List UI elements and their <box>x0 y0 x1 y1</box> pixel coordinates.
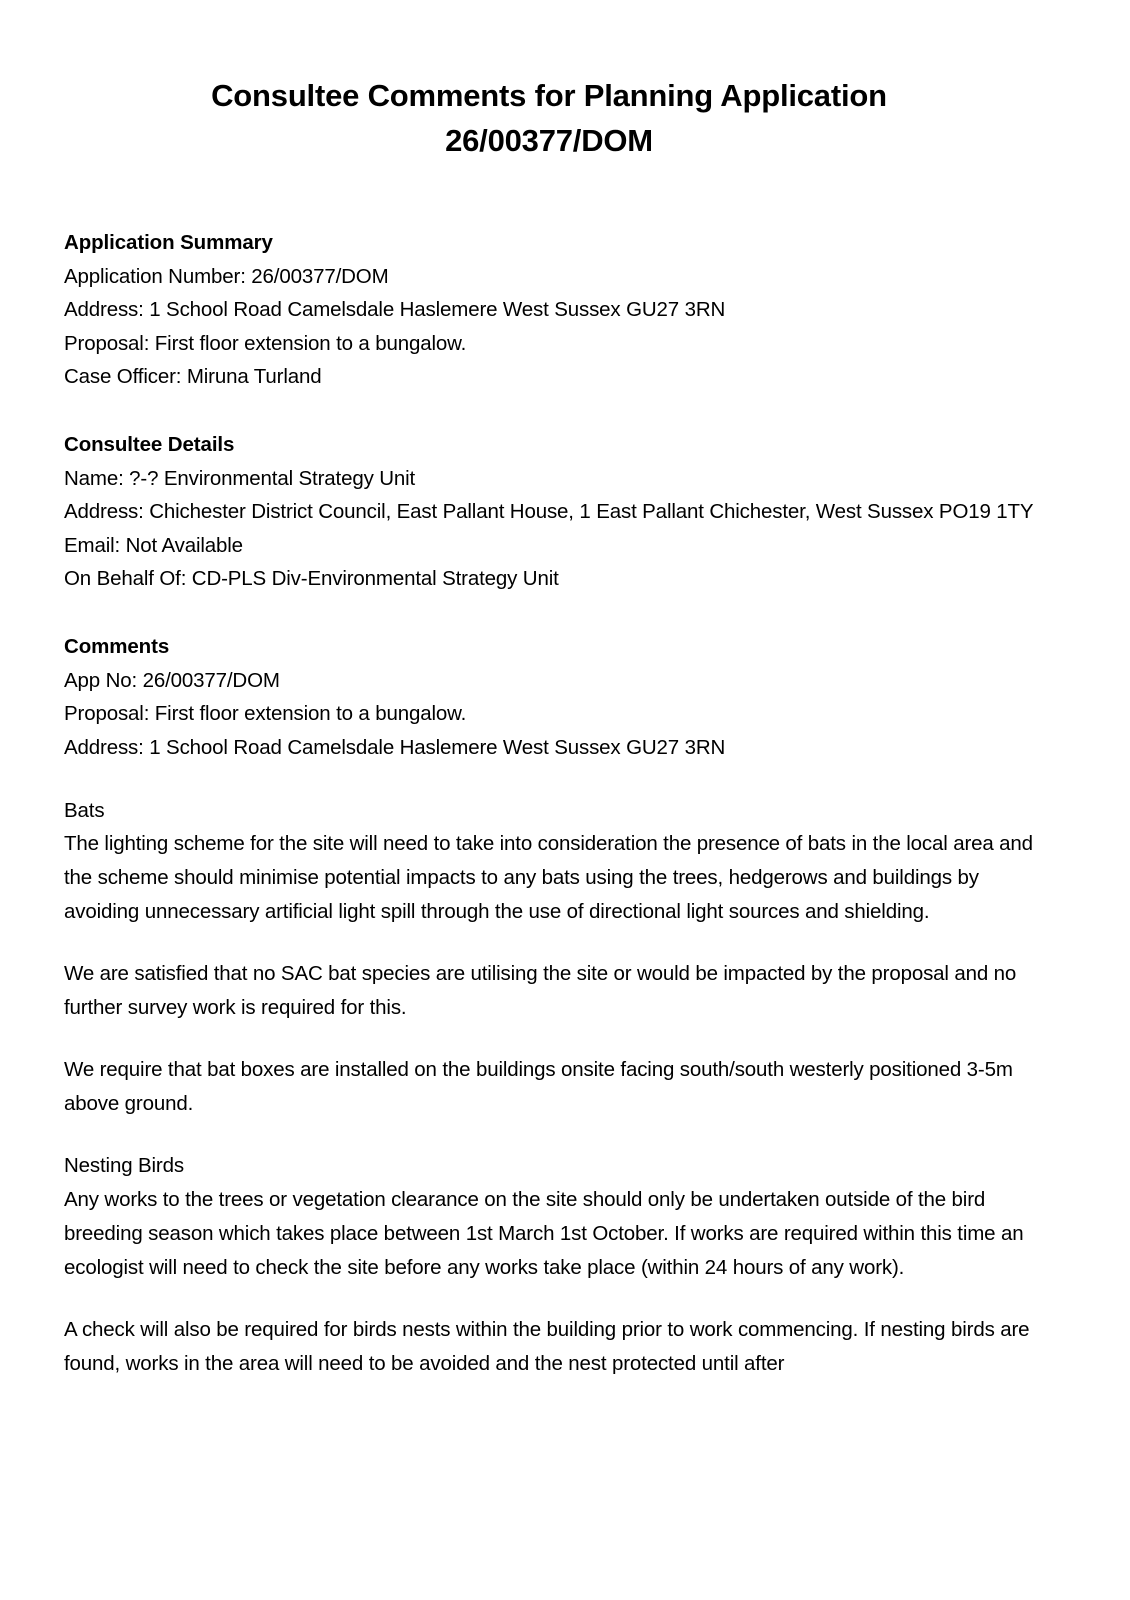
comments-body <box>64 794 1034 1381</box>
nesting-birds-paragraph-2: A check will also be required for birds nests within the building prior to work commencing. If nesting birds are found, works in the area will need to be avoided and the nest protected until after <box>64 1317 1030 1375</box>
bats-subheading: Bats <box>64 798 105 822</box>
comments-address-line: Address: 1 School Road Camelsdale Haslemere West Sussex GU27 3RN <box>64 735 726 759</box>
consultee-address-line: Address: Chichester District Council, East Pallant House, 1 East Pallant Chichester, West Sussex PO19 1TY <box>64 500 1034 524</box>
page-title-line-1: Consultee Comments for Planning Application <box>211 78 887 113</box>
nesting-birds-paragraph-1: Any works to the trees or vegetation clearance on the site should only be undertaken outside of the bird breeding season which takes place between 1st March 1st October. If works are required within this time an ecologist will need to check the site before any works take place (within 24 hours of any work). <box>64 1187 1024 1279</box>
comments-proposal-line: Proposal: First floor extension to a bungalow. <box>64 702 467 726</box>
bats-paragraph-3: We require that bat boxes are installed on the buildings onsite facing south/south westerly positioned 3-5m above ground. <box>64 1058 1013 1116</box>
bats-paragraph-1: The lighting scheme for the site will need to take into consideration the presence of bats in the local area and the scheme should minimise potential impacts to any bats using the trees, hedgerows and buildings by avoiding unnecessary artificial light spill through the use of directional light sources and shielding. <box>64 832 1033 924</box>
application-summary-section <box>64 226 1034 394</box>
consultee-details-section <box>64 428 1034 596</box>
consultee-details-heading: Consultee Details <box>64 432 235 456</box>
application-proposal-line: Proposal: First floor extension to a bungalow. <box>64 331 467 355</box>
case-officer-line: Case Officer: Miruna Turland <box>64 365 322 389</box>
comments-heading: Comments <box>64 634 170 658</box>
consultee-on-behalf-line: On Behalf Of: CD-PLS Div-Environmental Strategy Unit <box>64 567 559 591</box>
nesting-birds-subheading: Nesting Birds <box>64 1154 184 1178</box>
application-address-line: Address: 1 School Road Camelsdale Haslemere West Sussex GU27 3RN <box>64 298 726 322</box>
page-title <box>64 74 1034 164</box>
bats-paragraph-2: We are satisfied that no SAC bat species are utilising the site or would be impacted by the proposal and no further survey work is required for this. <box>64 962 1017 1020</box>
application-summary-heading: Application Summary <box>64 230 273 254</box>
consultee-name-line: Name: ?-? Environmental Strategy Unit <box>64 466 416 490</box>
page-title-line-2: 26/00377/DOM <box>445 122 653 158</box>
comments-section <box>64 630 1034 1381</box>
comments-app-no-line: App No: 26/00377/DOM <box>64 668 280 692</box>
application-number-line: Application Number: 26/00377/DOM <box>64 265 389 289</box>
consultee-email-line: Email: Not Available <box>64 533 243 557</box>
